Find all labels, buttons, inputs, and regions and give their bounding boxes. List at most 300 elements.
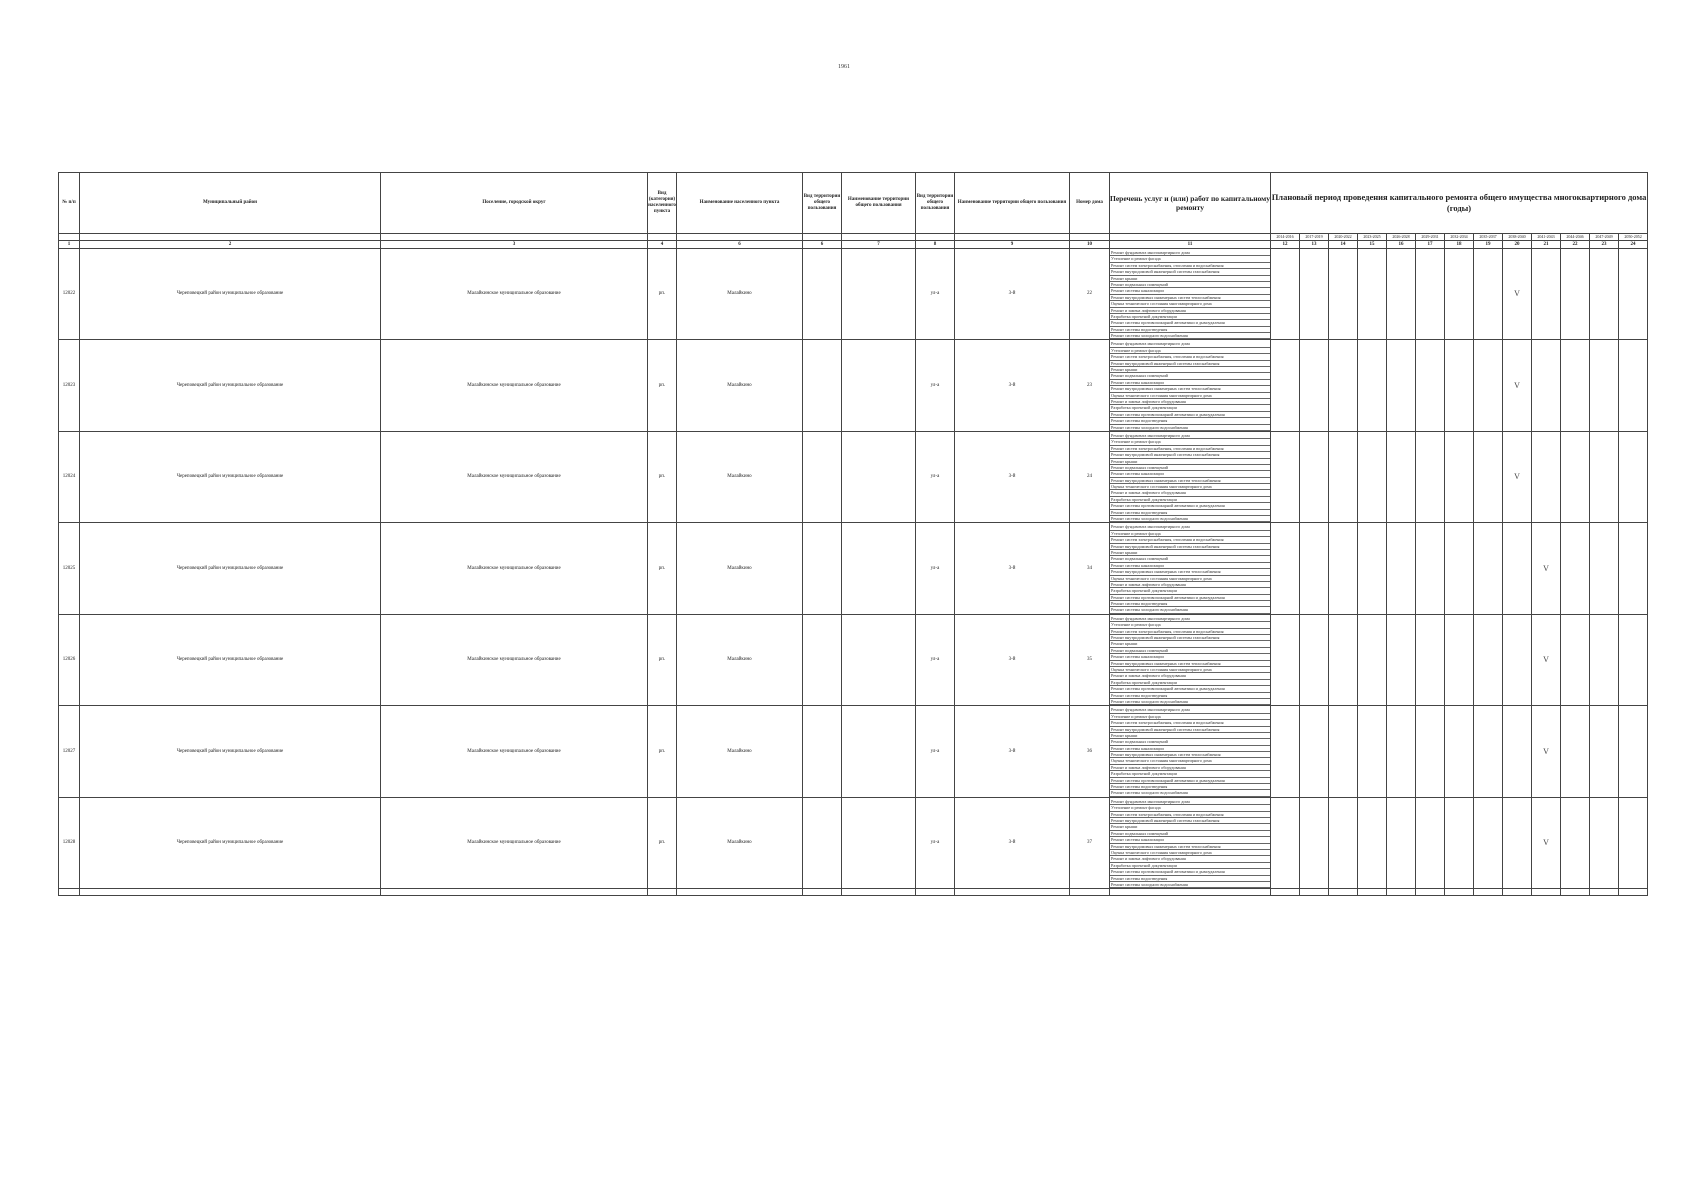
row-number-cell: 12028 [59,797,80,888]
period-cell [1329,797,1358,888]
street-cell: 3-й [955,340,1070,431]
continuation-cell [842,889,916,896]
street-kind-cell: ул-а [916,706,955,797]
work-item: Ремонт фундамента многоквартирного дома [1110,341,1270,347]
period-spacer-cell [648,234,677,241]
period-cell [1329,249,1358,340]
work-item: Ремонт системы водоотведения [1110,784,1270,790]
period-cell [1503,706,1532,797]
period-cell [1329,340,1358,431]
work-item: Утепление и ремонт фасада [1110,805,1270,811]
locality-kind-cell: рп. [648,340,677,431]
period-header-cell: 2026-2028 [1387,234,1416,241]
period-cell [1271,706,1300,797]
territory-kind-cell [803,249,842,340]
period-cell [1329,706,1358,797]
column-number-cell: 22 [1561,241,1590,249]
territory-name-cell [842,614,916,705]
work-item: Ремонт крыши [1110,276,1270,282]
repair-register-table [58,172,1648,896]
work-item: Ремонт внутридомовых инженерных систем теплоснабжения [1110,386,1270,392]
column-number-cell: 10 [1070,241,1110,249]
column-number-cell: 1 [59,241,80,249]
period-cell [1619,797,1648,888]
settlement-cell: Малайкинское муниципальное образование [381,797,648,888]
work-item: Ремонт системы холодного водоснабжения [1110,516,1270,522]
work-item: Разработка проектной документации [1110,497,1270,503]
territory-kind-cell [803,614,842,705]
street-cell: 3-й [955,797,1070,888]
street-kind-cell: ул-а [916,614,955,705]
work-item: Ремонт систем электроснабжения, отопления и водоснабжения [1110,537,1270,543]
column-number-cell: 23 [1590,241,1619,249]
work-item: Ремонт внутридомовой инженерной системы газоснабжения [1110,544,1270,550]
settlement-cell: Малайкинское муниципальное образование [381,523,648,614]
period-header-cell: 2023-2025 [1358,234,1387,241]
work-item: Утепление и ремонт фасада [1110,348,1270,354]
house-number-cell: 24 [1070,431,1110,522]
work-item: Ремонт системы противопожарной автоматики и дымоудаления [1110,778,1270,784]
period-cell [1590,249,1619,340]
street-cell: 3-й [955,431,1070,522]
column-number-cell: 14 [1329,241,1358,249]
work-item: Разработка проектной документации [1110,588,1270,594]
work-item: Ремонт подвальных помещений [1110,831,1270,837]
continuation-cell [1300,889,1329,896]
street-cell: 3-й [955,706,1070,797]
period-cell [1445,797,1474,888]
period-cell [1561,523,1590,614]
work-item: Ремонт систем электроснабжения, отопления и водоснабжения [1110,629,1270,635]
work-item: Ремонт и замена лифтового оборудования [1110,673,1270,679]
period-cell [1532,249,1561,340]
street-kind-cell: ул-а [916,431,955,522]
work-item: Ремонт системы водоотведения [1110,418,1270,424]
period-cell [1358,614,1387,705]
works-list [1110,616,1270,705]
planned-mark: V [1532,797,1561,888]
period-spacer-cell [916,234,955,241]
period-spacer-cell [803,234,842,241]
period-cell [1416,706,1445,797]
period-cell [1387,797,1416,888]
period-cell [1590,706,1619,797]
work-item: Ремонт и замена лифтового оборудования [1110,399,1270,405]
continuation-cell [1590,889,1619,896]
works-list [1110,433,1270,522]
works-cell [1110,523,1271,614]
work-item: Ремонт подвальных помещений [1110,465,1270,471]
period-cell [1619,431,1648,522]
locality-cell: Малайкино [677,614,803,705]
period-cell [1358,706,1387,797]
work-item: Ремонт фундамента многоквартирного дома [1110,707,1270,713]
period-cell [1474,797,1503,888]
row-number-cell: 12022 [59,249,80,340]
period-cell [1358,431,1387,522]
continuation-cell [916,889,955,896]
period-cell [1503,614,1532,705]
period-cell [1503,523,1532,614]
work-item: Ремонт систем электроснабжения, отопления и водоснабжения [1110,720,1270,726]
work-item: Ремонт системы противопожарной автоматики и дымоудаления [1110,320,1270,326]
work-item: Ремонт системы канализации [1110,563,1270,569]
period-cell [1358,797,1387,888]
header-cell: Наименование населенного пункта [677,173,803,234]
work-item: Ремонт внутридомовой инженерной системы газоснабжения [1110,452,1270,458]
house-number-cell: 36 [1070,706,1110,797]
period-cell [1416,340,1445,431]
period-cell [1445,431,1474,522]
row-number-cell: 12024 [59,431,80,522]
period-header-cell: 2032-2034 [1445,234,1474,241]
period-cell [1532,431,1561,522]
period-cell [1619,614,1648,705]
period-spacer-cell [1110,234,1271,241]
work-item: Ремонт внутридомовых инженерных систем теплоснабжения [1110,661,1270,667]
continuation-cell [1416,889,1445,896]
table-row [59,249,1648,340]
column-number-cell: 6 [677,241,803,249]
period-cell [1561,706,1590,797]
street-kind-cell: ул-а [916,797,955,888]
works-cell [1110,249,1271,340]
work-item: Разработка проектной документации [1110,863,1270,869]
period-cell [1503,797,1532,888]
column-number-row [59,241,1648,249]
period-header-cell: 2029-2031 [1416,234,1445,241]
house-number-cell: 35 [1070,614,1110,705]
district-cell: Череповецкий район муниципальное образование [80,431,381,522]
work-item: Ремонт системы водоотведения [1110,876,1270,882]
page-number: 1961 [838,64,850,70]
period-cell [1561,340,1590,431]
work-item: Ремонт внутридомовых инженерных систем теплоснабжения [1110,844,1270,850]
continuation-cell [1358,889,1387,896]
header-cell: Перечень услуг и (или) работ по капитальному ремонту [1110,173,1271,234]
work-item: Ремонт внутридомовых инженерных систем теплоснабжения [1110,569,1270,575]
work-item: Ремонт подвальных помещений [1110,373,1270,379]
period-cell [1561,431,1590,522]
period-cell [1561,797,1590,888]
work-item: Ремонт системы противопожарной автоматики и дымоудаления [1110,412,1270,418]
column-number-cell: 21 [1532,241,1561,249]
locality-kind-cell: рп. [648,249,677,340]
period-cell [1474,523,1503,614]
work-item: Ремонт фундамента многоквартирного дома [1110,250,1270,256]
work-item: Ремонт системы холодного водоснабжения [1110,425,1270,431]
continuation-row [59,889,1648,896]
works-cell [1110,340,1271,431]
work-item: Ремонт фундамента многоквартирного дома [1110,799,1270,805]
column-number-cell: 13 [1300,241,1329,249]
work-item: Ремонт и замена лифтового оборудования [1110,582,1270,588]
work-item: Ремонт фундамента многоквартирного дома [1110,433,1270,439]
row-number-cell: 12026 [59,614,80,705]
column-number-cell: 18 [1445,241,1474,249]
district-cell: Череповецкий район муниципальное образование [80,797,381,888]
header-cell: Муниципальный район [80,173,381,234]
period-header-cell: 2047-2049 [1590,234,1619,241]
work-item: Ремонт системы канализации [1110,837,1270,843]
works-cell [1110,614,1271,705]
settlement-cell: Малайкинское муниципальное образование [381,706,648,797]
period-cell [1271,614,1300,705]
work-item: Ремонт внутридомовой инженерной системы газоснабжения [1110,361,1270,367]
continuation-cell [1070,889,1110,896]
work-item: Ремонт системы холодного водоснабжения [1110,882,1270,888]
period-spacer-cell [677,234,803,241]
header-cell: Поселение, городской округ [381,173,648,234]
period-cell [1416,523,1445,614]
period-cell [1387,706,1416,797]
work-item: Ремонт и замена лифтового оборудования [1110,856,1270,862]
work-item: Ремонт внутридомовой инженерной системы газоснабжения [1110,818,1270,824]
period-cell [1474,431,1503,522]
work-item: Оценка технического состояния многоквартирного дома [1110,850,1270,856]
work-item: Ремонт системы канализации [1110,471,1270,477]
territory-name-cell [842,523,916,614]
street-kind-cell: ул-а [916,249,955,340]
territory-name-cell [842,797,916,888]
period-spacer-cell [80,234,381,241]
period-title: Плановый период проведения капитального ремонта общего имущества многоквартирного дома (годы) [1271,173,1648,234]
period-cell [1590,431,1619,522]
column-number-cell: 20 [1503,241,1532,249]
planned-mark: V [1503,249,1532,340]
period-cell [1271,797,1300,888]
period-cell [1416,797,1445,888]
period-cell [1300,431,1329,522]
work-item: Ремонт системы холодного водоснабжения [1110,699,1270,705]
period-cell [1474,249,1503,340]
work-item: Ремонт внутридомовой инженерной системы газоснабжения [1110,269,1270,275]
period-cell [1445,340,1474,431]
work-item: Ремонт системы противопожарной автоматики и дымоудаления [1110,503,1270,509]
district-cell: Череповецкий район муниципальное образование [80,706,381,797]
period-header-cell: 2038-2040 [1503,234,1532,241]
period-cell [1300,340,1329,431]
settlement-cell: Малайкинское муниципальное образование [381,614,648,705]
header-cell: Вид территории общего пользования [916,173,955,234]
work-item: Утепление и ремонт фасада [1110,714,1270,720]
period-header-cell: 2014-2016 [1271,234,1300,241]
planned-mark: V [1532,614,1561,705]
planned-mark: V [1532,523,1561,614]
house-number-cell: 23 [1070,340,1110,431]
period-cell [1387,431,1416,522]
work-item: Ремонт и замена лифтового оборудования [1110,490,1270,496]
period-cell [1416,614,1445,705]
period-header-cell: 2050-2052 [1619,234,1648,241]
continuation-cell [1387,889,1416,896]
column-number-cell: 6 [803,241,842,249]
district-cell: Череповецкий район муниципальное образование [80,614,381,705]
period-cell [1300,249,1329,340]
header-cell: Вид (категория) населенного пункта [648,173,677,234]
period-cell [1329,523,1358,614]
works-list [1110,341,1270,430]
table-row [59,614,1648,705]
header-cell: Номер дома [1070,173,1110,234]
period-cell [1619,523,1648,614]
table-row [59,706,1648,797]
table-row [59,340,1648,431]
planned-mark: V [1503,431,1532,522]
period-cell [1300,797,1329,888]
work-item: Разработка проектной документации [1110,771,1270,777]
continuation-cell [59,889,80,896]
works-cell [1110,431,1271,522]
locality-kind-cell: рп. [648,431,677,522]
period-cell [1590,614,1619,705]
period-spacer-cell [381,234,648,241]
period-cell [1271,431,1300,522]
work-item: Ремонт подвальных помещений [1110,556,1270,562]
work-item: Утепление и ремонт фасада [1110,531,1270,537]
house-number-cell: 22 [1070,249,1110,340]
period-header-cell: 2041-2043 [1532,234,1561,241]
work-item: Оценка технического состояния многоквартирного дома [1110,301,1270,307]
continuation-cell [1503,889,1532,896]
period-cell [1445,249,1474,340]
work-item: Ремонт фундамента многоквартирного дома [1110,524,1270,530]
work-item: Ремонт системы холодного водоснабжения [1110,333,1270,339]
table-row [59,431,1648,522]
work-item: Оценка технического состояния многоквартирного дома [1110,393,1270,399]
period-cell [1387,614,1416,705]
locality-cell: Малайкино [677,797,803,888]
row-number-cell: 12023 [59,340,80,431]
period-cell [1561,614,1590,705]
continuation-cell [803,889,842,896]
territory-kind-cell [803,431,842,522]
row-number-cell: 12025 [59,523,80,614]
work-item: Ремонт системы канализации [1110,654,1270,660]
continuation-cell [648,889,677,896]
work-item: Ремонт системы противопожарной автоматики и дымоудаления [1110,595,1270,601]
works-cell [1110,706,1271,797]
period-cell [1590,523,1619,614]
period-header-cell: 2044-2046 [1561,234,1590,241]
period-cell [1474,614,1503,705]
period-cell [1619,340,1648,431]
column-number-cell: 16 [1387,241,1416,249]
column-number-cell: 3 [381,241,648,249]
column-number-cell: 19 [1474,241,1503,249]
work-item: Ремонт систем электроснабжения, отопления и водоснабжения [1110,446,1270,452]
header-row [59,173,1648,234]
work-item: Ремонт системы холодного водоснабжения [1110,790,1270,796]
period-cell [1561,249,1590,340]
continuation-cell [1619,889,1648,896]
column-number-cell: 2 [80,241,381,249]
house-number-cell: 37 [1070,797,1110,888]
header-cell: Вид территории общего пользования [803,173,842,234]
district-cell: Череповецкий район муниципальное образование [80,523,381,614]
column-number-cell: 12 [1271,241,1300,249]
period-cell [1300,706,1329,797]
period-cell [1329,431,1358,522]
work-item: Ремонт системы противопожарной автоматики и дымоудаления [1110,869,1270,875]
period-header-cell: 2017-2019 [1300,234,1329,241]
continuation-cell [1561,889,1590,896]
period-cell [1532,340,1561,431]
work-item: Утепление и ремонт фасада [1110,439,1270,445]
work-item: Ремонт крыши [1110,367,1270,373]
continuation-cell [1329,889,1358,896]
column-number-cell: 17 [1416,241,1445,249]
work-item: Ремонт системы противопожарной автоматики и дымоудаления [1110,686,1270,692]
work-item: Оценка технического состояния многоквартирного дома [1110,484,1270,490]
locality-cell: Малайкино [677,249,803,340]
work-item: Ремонт системы водоотведения [1110,327,1270,333]
works-list [1110,707,1270,796]
period-cell [1416,249,1445,340]
work-item: Ремонт системы канализации [1110,746,1270,752]
street-cell: 3-й [955,523,1070,614]
works-list [1110,524,1270,613]
locality-kind-cell: рп. [648,614,677,705]
territory-kind-cell [803,706,842,797]
works-cell [1110,797,1271,888]
street-kind-cell: ул-а [916,340,955,431]
work-item: Ремонт внутридомовой инженерной системы газоснабжения [1110,635,1270,641]
column-number-cell: 8 [916,241,955,249]
period-cell [1300,614,1329,705]
continuation-cell [1271,889,1300,896]
column-number-cell: 4 [648,241,677,249]
period-cell [1590,797,1619,888]
work-item: Ремонт фундамента многоквартирного дома [1110,616,1270,622]
street-kind-cell: ул-а [916,523,955,614]
period-cell [1271,340,1300,431]
period-cell [1387,523,1416,614]
continuation-cell [80,889,381,896]
period-cell [1358,340,1387,431]
work-item: Разработка проектной документации [1110,314,1270,320]
work-item: Ремонт системы холодного водоснабжения [1110,607,1270,613]
house-number-cell: 34 [1070,523,1110,614]
work-item: Ремонт крыши [1110,824,1270,830]
work-item: Ремонт крыши [1110,641,1270,647]
work-item: Ремонт системы канализации [1110,380,1270,386]
period-spacer-cell [59,234,80,241]
district-cell: Череповецкий район муниципальное образование [80,340,381,431]
work-item: Ремонт систем электроснабжения, отопления и водоснабжения [1110,263,1270,269]
work-item: Утепление и ремонт фасада [1110,256,1270,262]
work-item: Ремонт системы водоотведения [1110,693,1270,699]
settlement-cell: Малайкинское муниципальное образование [381,249,648,340]
work-item: Ремонт систем электроснабжения, отопления и водоснабжения [1110,812,1270,818]
period-cell [1387,340,1416,431]
territory-kind-cell [803,797,842,888]
territory-name-cell [842,431,916,522]
work-item: Ремонт внутридомовой инженерной системы газоснабжения [1110,727,1270,733]
period-cell [1387,249,1416,340]
work-item: Утепление и ремонт фасада [1110,622,1270,628]
work-item: Ремонт систем электроснабжения, отопления и водоснабжения [1110,354,1270,360]
work-item: Ремонт системы водоотведения [1110,601,1270,607]
header-cell: № п/п [59,173,80,234]
planned-mark: V [1532,706,1561,797]
work-item: Ремонт подвальных помещений [1110,282,1270,288]
work-item: Ремонт системы канализации [1110,288,1270,294]
continuation-cell [1110,889,1271,896]
period-row [59,234,1648,241]
planned-mark: V [1503,340,1532,431]
period-cell [1619,706,1648,797]
